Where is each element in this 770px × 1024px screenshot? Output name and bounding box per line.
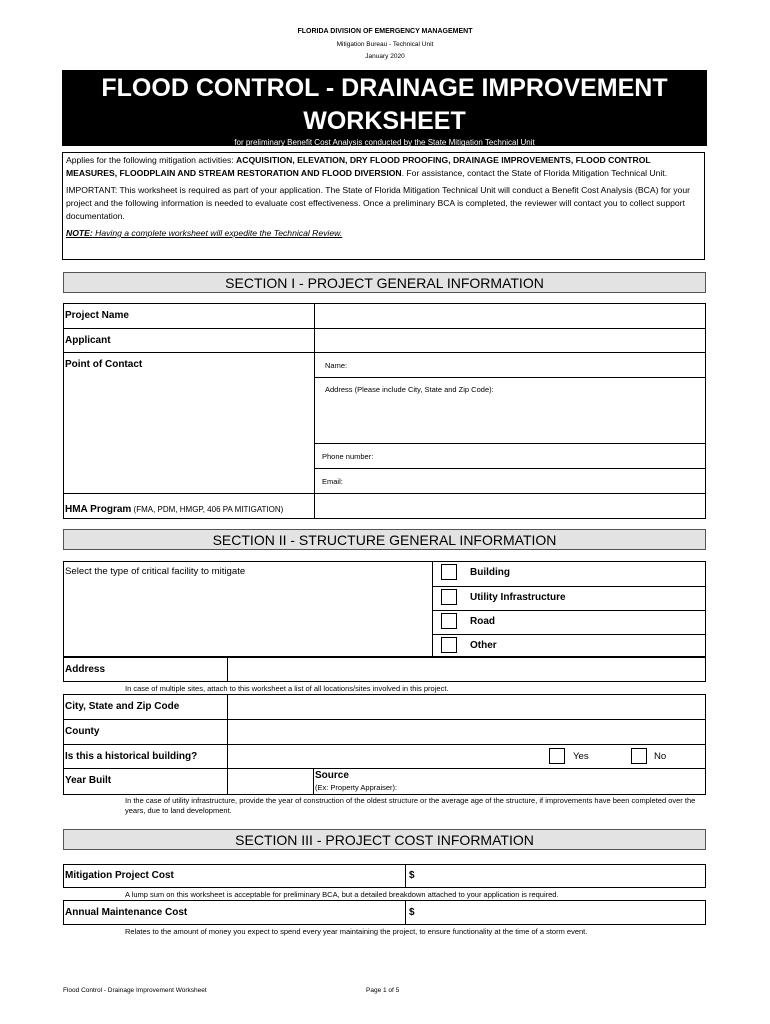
title-line-2: WORKSHEET [303, 107, 466, 135]
facility-prompt: Select the type of critical facility to mitigate [65, 566, 246, 577]
note-text: Having a complete worksheet will expedite the Technical Review. [92, 228, 343, 238]
hma-program-hint: (FMA, PDM, HMGP, 406 PA MITIGATION) [131, 505, 284, 514]
section-2-title: SECTION II - STRUCTURE GENERAL INFORMATION [63, 529, 706, 550]
city-state-zip-label: City, State and Zip Code [65, 701, 180, 712]
maintenance-cost-input[interactable] [418, 902, 704, 923]
applies-suffix: . For assistance, contact the State of Florida Mitigation Technical Unit. [401, 168, 668, 178]
title-line-1: FLOOD CONTROL - DRAINAGE IMPROVEMENT [101, 74, 668, 102]
mitigation-cost-input[interactable] [418, 866, 704, 886]
option-road-label: Road [470, 616, 495, 627]
maintenance-cost-label: Annual Maintenance Cost [65, 907, 188, 918]
mitigation-cost-label: Mitigation Project Cost [65, 870, 174, 881]
row-divider [314, 468, 706, 469]
contact-name-input[interactable] [360, 354, 704, 376]
year-built-note: In the case of utility infrastructure, provide the year of construction of the oldest structure or the average age of the structure, if improvements have been completed over the years, due to land development. [125, 796, 696, 815]
checkbox-building[interactable] [441, 564, 457, 580]
row-divider [63, 493, 706, 494]
maintenance-cost-divider [405, 900, 406, 925]
row-divider [63, 352, 706, 353]
section-1-divider [314, 303, 315, 519]
hma-program-input[interactable] [316, 495, 704, 517]
source-hint: (Ex: Property Appraiser): [315, 783, 398, 792]
historical-label: Is this a historical building? [65, 751, 198, 762]
contact-email-input[interactable] [360, 470, 704, 492]
mitigation-cost-note: A lump sum on this worksheet is acceptable for preliminary BCA, but a detailed breakdown attached to your application is required. [125, 890, 559, 899]
intro-box [62, 152, 705, 260]
mitigation-cost-divider [405, 864, 406, 888]
note-label: NOTE: [66, 228, 93, 238]
maintenance-cost-currency: $ [409, 907, 415, 918]
address-label: Address [65, 664, 106, 675]
row-divider [314, 377, 706, 378]
historical-yes-label: Yes [573, 751, 589, 762]
source-input[interactable] [420, 770, 704, 794]
address-divider [227, 657, 228, 682]
year-built-label: Year Built [65, 775, 112, 786]
header-date: January 2020 [365, 53, 405, 60]
header-unit: Mitigation Bureau - Technical Unit [336, 41, 434, 48]
applicant-label: Applicant [65, 335, 111, 346]
row-divider [432, 610, 706, 611]
year-divider [313, 768, 314, 795]
row-divider [63, 744, 706, 745]
section-3-title: SECTION III - PROJECT COST INFORMATION [63, 829, 706, 850]
applies-activities: ACQUISITION, ELEVATION, DRY FLOOD PROOFING, DRAINAGE IMPROVEMENTS, FLOOD CONTROL MEASURES, FLOODPLAIN AND STREAM RESTORATION AND FLOOD DIVERSION [66, 155, 651, 178]
contact-phone-input[interactable] [390, 445, 704, 467]
important-text: IMPORTANT: This worksheet is required as part of your application. The State of Florida Mitigation Technical Unit will conduct a Benefit Cost Analysis (BCA) for your project and the following information is needed to evaluate cost effectiveness. Once a preliminary BCA is completed, the reviewer will contact you to collect support documentation. [66, 185, 690, 221]
city-state-zip-input[interactable] [229, 696, 704, 718]
applies-prefix: Applies for the following mitigation activities: [66, 155, 237, 165]
footer-page-number: Page 1 of 5 [366, 987, 400, 994]
historical-no-label: No [654, 751, 667, 762]
county-input[interactable] [229, 721, 704, 743]
county-label: County [65, 726, 100, 737]
row-divider [432, 586, 706, 587]
mitigation-cost-currency: $ [409, 870, 415, 881]
checkbox-other[interactable] [441, 637, 457, 653]
project-name-input[interactable] [316, 305, 704, 327]
address-note: In case of multiple sites, attach to this worksheet a list of all locations/sites involved in this project. [125, 684, 449, 693]
maintenance-cost-note: Relates to the amount of money you expect to spend every year maintaining the project, to ensure functionality at the time of a storm event. [125, 927, 588, 936]
row-divider [432, 634, 706, 635]
applicant-input[interactable] [316, 330, 704, 351]
section-1-title: SECTION I - PROJECT GENERAL INFORMATION [63, 272, 706, 293]
option-utility-label: Utility Infrastructure [470, 592, 566, 603]
option-building-label: Building [470, 567, 510, 578]
checkbox-road[interactable] [441, 613, 457, 629]
contact-name-label: Name: [325, 361, 348, 370]
row-divider [63, 768, 706, 769]
project-name-label: Project Name [65, 310, 129, 321]
checkbox-utility-infrastructure[interactable] [441, 589, 457, 605]
row-divider [63, 719, 706, 720]
point-of-contact-label: Point of Contact [65, 359, 143, 370]
contact-phone-label: Phone number: [322, 452, 374, 461]
hma-program-label: HMA Program [65, 504, 132, 515]
address-input[interactable] [229, 659, 704, 680]
footer-doc-name: Flood Control - Drainage Improvement Worksheet [63, 987, 207, 994]
banner-subtitle: for preliminary Benefit Cost Analysis conducted by the State Mitigation Technical Unit [234, 138, 535, 147]
row-divider [63, 328, 706, 329]
title-banner [62, 70, 707, 146]
header-org: FLORIDA DIVISION OF EMERGENCY MANAGEMENT [297, 28, 473, 35]
checkbox-historical-yes[interactable] [549, 748, 565, 764]
facility-divider [432, 561, 433, 657]
contact-address-label: Address (Please include City, State and Zip Code): [325, 385, 494, 394]
row-divider [314, 443, 706, 444]
source-label: Source [315, 770, 349, 781]
option-other-label: Other [470, 640, 497, 651]
contact-email-label: Email: [322, 477, 343, 486]
year-built-input[interactable] [229, 770, 312, 794]
checkbox-historical-no[interactable] [631, 748, 647, 764]
contact-address-input[interactable] [316, 396, 704, 442]
